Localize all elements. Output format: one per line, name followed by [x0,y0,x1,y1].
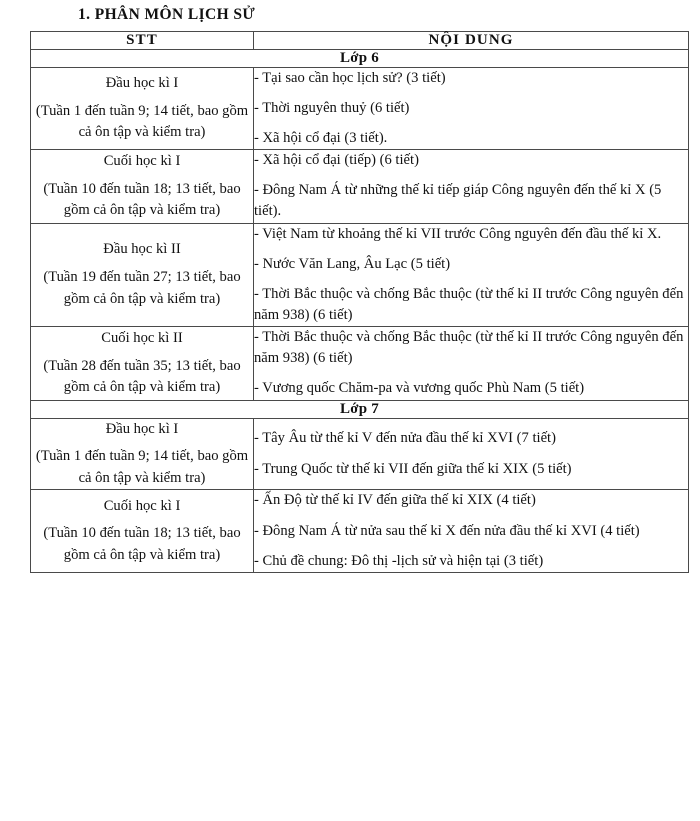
cell-term [31,418,254,490]
section-header-row [31,49,689,67]
table-header-row [31,31,689,49]
table-row [31,418,689,490]
page-title: 1. PHÂN MÔN LỊCH SỬ [78,6,256,23]
content-item: - Tây Âu từ thế kỉ V đến nửa đầu thế kỉ XVI (7 tiết) [254,430,556,447]
table-row [31,150,689,223]
section-header-row [31,400,689,418]
term-weeks: (Tuần 1 đến tuần 9; 14 tiết, bao gồm cả ôn tập và kiểm tra) [35,102,249,141]
term-name: Cuối học kì I [103,152,181,169]
cell-content [254,150,689,223]
section-label: Lớp 7 [31,400,689,418]
cell-content [254,67,689,149]
content-item: - Thời nguyên thuỷ (6 tiết) [254,99,410,116]
cell-term [31,490,254,572]
table-row [31,67,689,149]
term-weeks: (Tuần 19 đến tuần 27; 13 tiết, bao gồm cả ôn tập và kiểm tra) [43,269,241,307]
content-item: - Việt Nam từ khoảng thế kỉ VII trước Công nguyên đến đầu thế kỉ X. [254,225,662,242]
content-item: - Xã hội cổ đại (3 tiết). [254,129,388,146]
term-name: Đầu học kì II [103,241,181,258]
term-weeks: (Tuần 1 đến tuần 9; 14 tiết, bao gồm cả ôn tập và kiểm tra) [35,448,249,486]
content-item: - Đông Nam Á từ những thế kỉ tiếp giáp Công nguyên đến thế kỉ X (5 tiết). [254,182,662,220]
table-body [31,31,689,572]
content-item: - Đông Nam Á từ nửa sau thế kỉ X đến nửa đầu thế kỉ XVI (4 tiết) [254,522,640,539]
cell-content [254,418,689,490]
table-row [31,327,689,400]
cell-term [31,67,254,149]
cell-content [254,223,689,327]
term-name: Cuối học kì I [103,497,181,514]
term-weeks: (Tuần 10 đến tuần 18; 13 tiết, bao gồm cả ôn tập và kiểm tra) [43,180,241,219]
table-row [31,223,689,327]
cell-term [31,223,254,327]
column-header-stt: STT [31,31,254,49]
term-name: Đầu học kì I [105,420,179,437]
curriculum-table [30,31,689,573]
content-item: - Nước Văn Lang, Âu Lạc (5 tiết) [254,255,451,272]
content-item: - Ấn Độ từ thế kỉ IV đến giữa thế kỉ XIX (4 tiết) [254,492,536,509]
table-row [31,490,689,572]
term-weeks: (Tuần 10 đến tuần 18; 13 tiết, bao gồm cả ôn tập và kiểm tra) [43,525,241,563]
term-name: Cuối học kì II [101,330,183,346]
cell-content [254,490,689,572]
cell-content [254,327,689,400]
column-header-noi-dung: NỘI DUNG [254,31,689,49]
section-label: Lớp 6 [31,49,689,67]
content-item: - Chủ đề chung: Đô thị -lịch sử và hiện tại (3 tiết) [254,552,544,569]
content-item: - Xã hội cổ đại (tiếp) (6 tiết) [254,152,419,169]
content-item: - Thời Bắc thuộc và chống Bắc thuộc (từ thế kỉ II trước Công nguyên đến năm 938) (6 tiết) [254,329,684,367]
content-item: - Vương quốc Chăm-pa và vương quốc Phù Nam (5 tiết) [254,380,585,397]
term-weeks: (Tuần 28 đến tuần 35; 13 tiết, bao gồm cả ôn tập và kiểm tra) [43,357,241,396]
content-item: - Thời Bắc thuộc và chống Bắc thuộc (từ thế kỉ II trước Công nguyên đến năm 938) (6 tiết) [254,285,684,323]
content-item: - Tại sao cần học lịch sử? (3 tiết) [254,69,446,86]
content-item: - Trung Quốc từ thế kỉ VII đến giữa thế kỉ XIX (5 tiết) [254,460,572,477]
cell-term [31,327,254,400]
term-name: Đầu học kì I [105,74,179,91]
cell-term [31,150,254,223]
